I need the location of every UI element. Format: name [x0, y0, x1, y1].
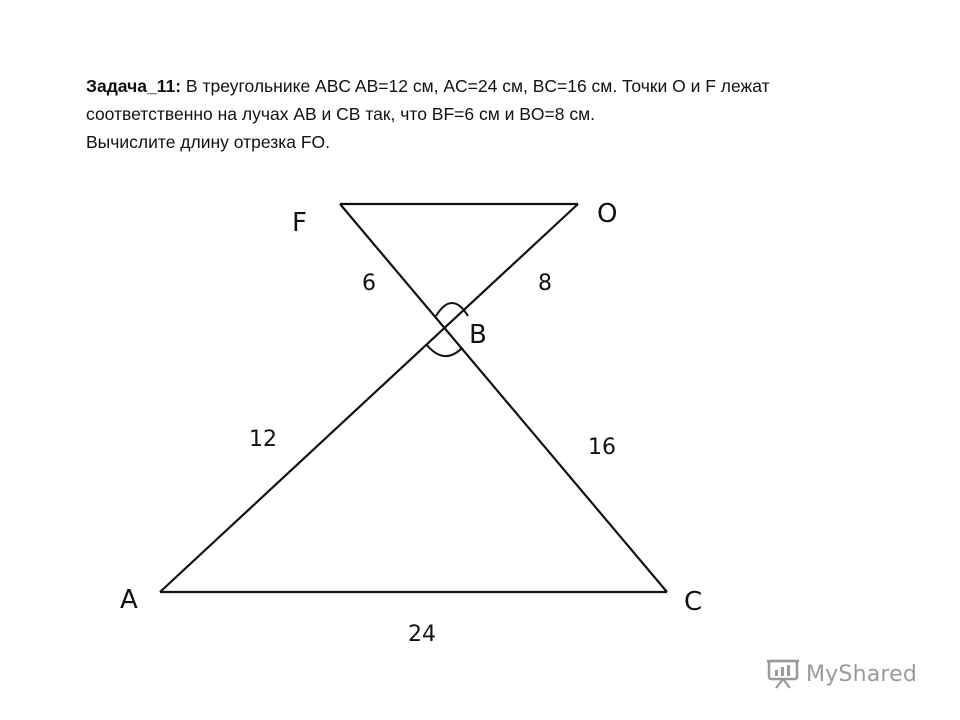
- vertex-label-A: A: [120, 585, 138, 615]
- vertex-label-C: C: [684, 587, 703, 617]
- vertex-label-B: B: [469, 320, 487, 350]
- logo-text: MyShared: [806, 661, 918, 687]
- myshared-logo: [766, 656, 917, 692]
- angle-arc-bottom: [426, 344, 462, 356]
- segment-AO: [160, 204, 578, 592]
- problem-line-3: Вычислите длину отрезка FO.: [86, 132, 331, 152]
- vertex-label-O: O: [597, 199, 618, 229]
- problem-line-2: соответственно на лучах AB и CB так, что BF=6 см и BO=8 см.: [86, 104, 595, 124]
- length-label-BF: 6: [362, 271, 376, 296]
- problem-number: Задача_11:: [86, 76, 182, 96]
- problem-text-1: В треугольнике ABC AB=12 см, AC=24 см, BC=16 см. Точки О и F лежат: [181, 76, 770, 96]
- length-label-AC: 24: [408, 622, 436, 647]
- angle-arc-top: [436, 303, 468, 316]
- presentation-board-icon: [766, 658, 800, 690]
- vertex-label-F: F: [292, 208, 307, 238]
- length-label-BO: 8: [538, 271, 552, 296]
- length-label-AB: 12: [249, 427, 277, 452]
- length-label-BC: 16: [588, 435, 616, 460]
- segment-FC: [340, 204, 667, 592]
